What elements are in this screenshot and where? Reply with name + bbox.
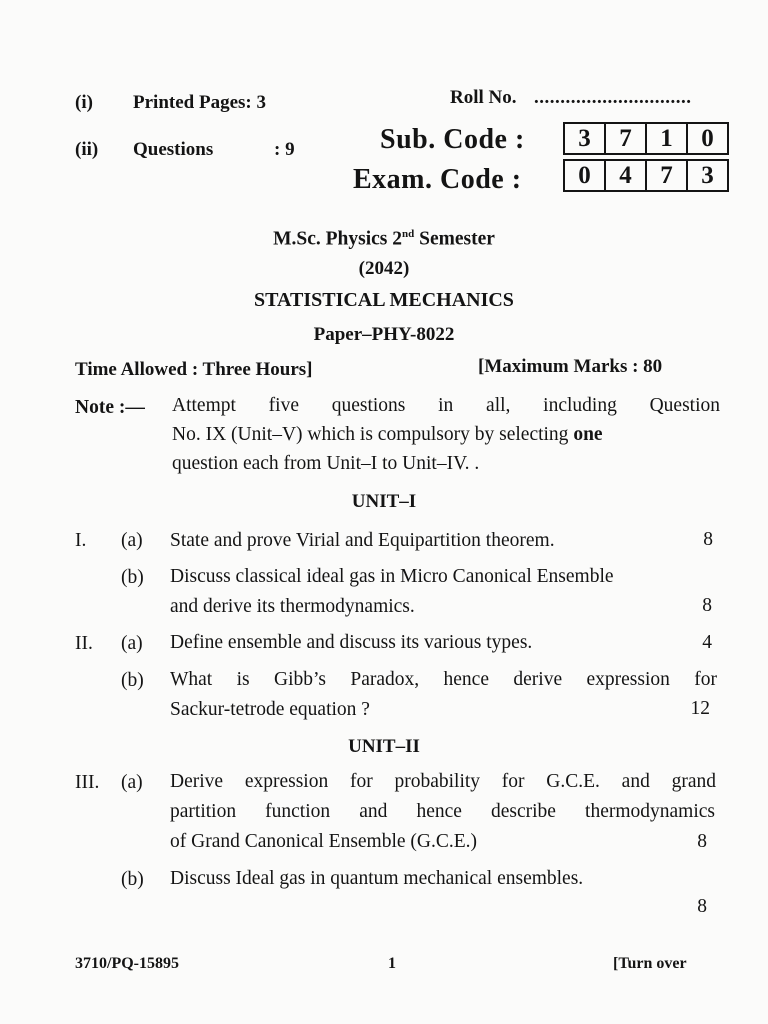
question-part-label: (a) [121, 633, 143, 654]
question-text: Discuss Ideal gas in quantum mechanical ensembles. [170, 868, 584, 889]
unit-heading: UNIT–I [351, 491, 417, 512]
question-part-label: (b) [121, 670, 144, 691]
course-title: M.Sc. Physics 2nd Semester [273, 228, 495, 250]
question-part-label: (a) [121, 772, 143, 793]
question-text: Define ensemble and discuss its various types. [170, 632, 533, 653]
printed-pages-number: (i) [75, 92, 93, 113]
sub-code-digit: 3 [565, 124, 606, 153]
exam-code-digit: 0 [565, 161, 606, 190]
sub-code-digit: 7 [606, 124, 647, 153]
turn-over-note: [Turn over [613, 955, 687, 972]
maximum-marks: [Maximum Marks : 80 [478, 356, 663, 377]
question-number: III. [75, 772, 100, 793]
roll-no-label: Roll No. [450, 87, 517, 108]
question-number: I. [75, 530, 87, 551]
question-marks: 8 [703, 529, 713, 550]
subject-title: STATISTICAL MECHANICS [254, 289, 514, 311]
unit-heading: UNIT–II [348, 736, 420, 757]
paper-reference-code: 3710/PQ-15895 [75, 955, 179, 972]
time-allowed: Time Allowed : Three Hours] [75, 359, 313, 380]
question-part-label: (b) [121, 567, 144, 588]
question-marks: 8 [697, 831, 707, 852]
printed-pages-value: 3 [256, 92, 266, 113]
question-part-label: (b) [121, 869, 144, 890]
question-marks: 8 [697, 896, 707, 917]
sub-code-digit: 1 [647, 124, 688, 153]
sub-code-digit: 0 [701, 125, 714, 152]
question-text: Derive expression for probability for G.C.E. and grand [170, 771, 716, 792]
question-marks: 12 [690, 698, 710, 719]
paper-code: Paper–PHY-8022 [313, 324, 455, 345]
questions-label: Questions [133, 139, 214, 160]
question-text: Discuss classical ideal gas in Micro Canonical Ensemble [170, 566, 614, 587]
question-marks: 4 [702, 632, 712, 653]
note-label: Note :— [75, 397, 145, 418]
question-part-label: (a) [121, 530, 143, 551]
exam-code-digit: 4 [606, 161, 647, 190]
exam-code-digit: 7 [647, 161, 688, 190]
exam-year: (2042) [358, 258, 410, 279]
printed-pages-label: Printed Pages: 3 [133, 92, 266, 113]
questions-number: (ii) [75, 139, 99, 160]
note-line-3: question each from Unit–I to Unit–IV. . [172, 453, 480, 474]
roll-no-field: .............................. [534, 87, 692, 108]
exam-code-digit: 3 [701, 162, 714, 189]
exam-code-label: Exam. Code : [353, 164, 522, 195]
question-text: partition function and hence describe thermodynamics [170, 801, 715, 822]
question-text: and derive its thermodynamics. [170, 596, 415, 617]
question-text: of Grand Canonical Ensemble (G.C.E.) [170, 831, 478, 852]
question-number: II. [75, 633, 93, 654]
questions-value: : 9 [274, 139, 295, 160]
note-line-2: No. IX (Unit–V) which is compulsory by selecting one [172, 424, 603, 445]
sub-code-label: Sub. Code : [380, 124, 525, 155]
question-text: What is Gibb’s Paradox, hence derive expression for [170, 669, 717, 690]
question-text: State and prove Virial and Equipartition theorem. [170, 530, 555, 551]
exam-code-boxes [563, 159, 729, 192]
note-line-1: Attempt five questions in all, including Question [172, 395, 720, 416]
page-number: 1 [388, 955, 396, 972]
question-text: Sackur-tetrode equation ? [170, 699, 370, 720]
sub-code-boxes [563, 122, 729, 155]
question-marks: 8 [702, 595, 712, 616]
